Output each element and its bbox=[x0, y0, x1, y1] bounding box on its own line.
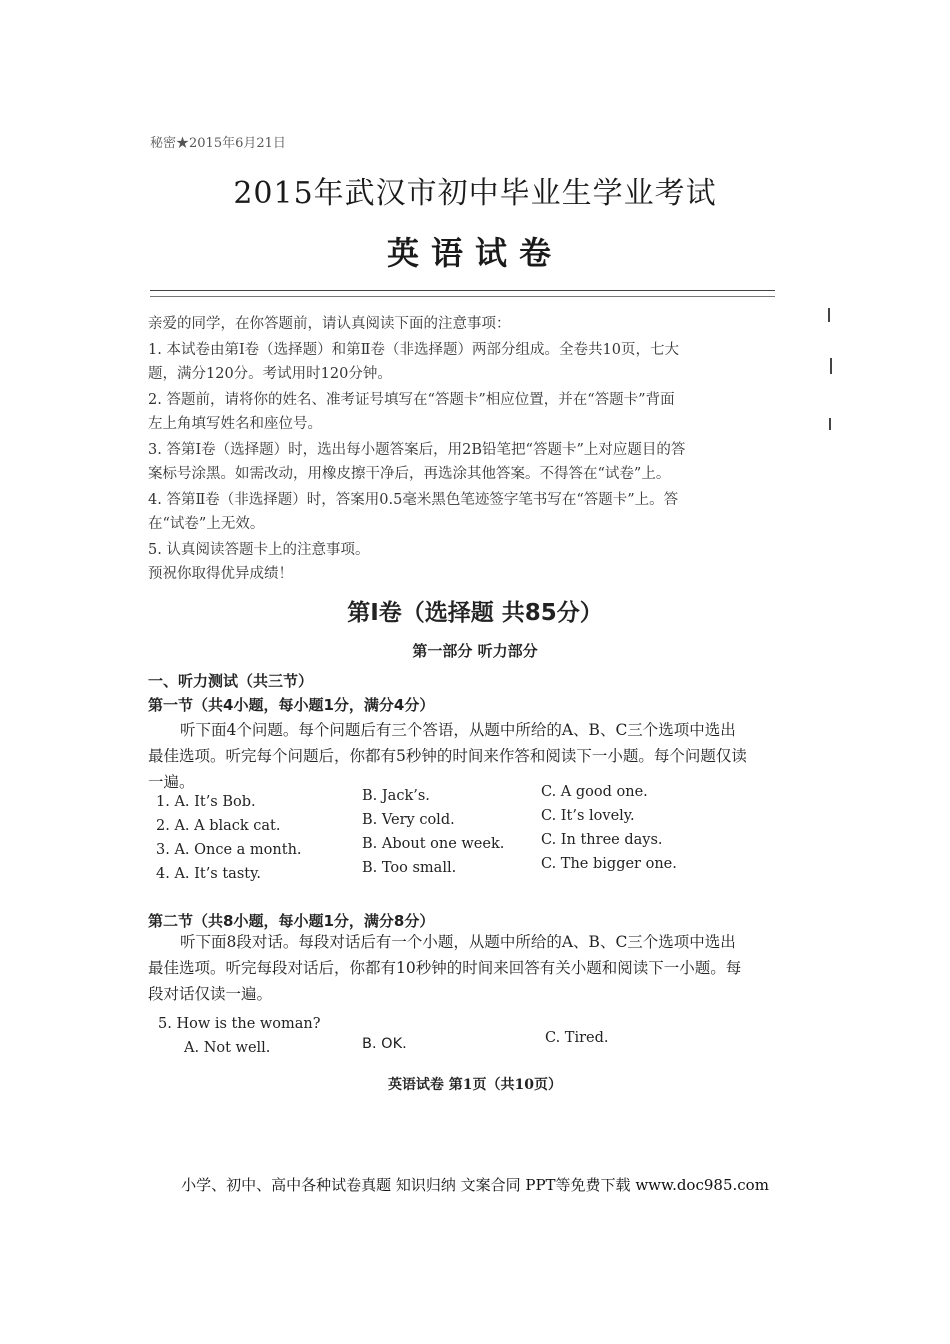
question-1-option-c: C. A good one. bbox=[541, 784, 648, 800]
volume-title: 第Ⅰ卷（选择题 共85分） bbox=[347, 600, 603, 626]
section2-instruction-line: 听下面8段对话。每段对话后有一个小题，从题中所给的A、B、C三个选项中选出 bbox=[180, 933, 736, 951]
notice-line: 预祝你取得优异成绩！ bbox=[148, 566, 293, 582]
notice-line: 题，满分120分。考试用时120分钟。 bbox=[148, 366, 392, 382]
section1-instruction-line: 一遍。 bbox=[148, 773, 195, 791]
part-title: 第一部分 听力部分 bbox=[412, 642, 538, 660]
notice-line: 5. 认真阅读答题卡上的注意事项。 bbox=[148, 542, 370, 558]
scan-mark bbox=[830, 358, 832, 374]
question-3-option-c: C. In three days. bbox=[541, 832, 663, 848]
section1-instruction-line: 最佳选项。听完每个问题后，你都有5秒钟的时间来作答和阅读下一小题。每个问题仅读 bbox=[148, 747, 747, 765]
question-5-option-b: B. OK. bbox=[362, 1036, 407, 1052]
exam-subtitle: 英语试卷 bbox=[386, 234, 563, 272]
download-advert[interactable]: 小学、初中、高中各种试卷真题 知识归纳 文案合同 PPT等免费下载 www.doc985.com bbox=[181, 1176, 769, 1194]
question-4-option-a: 4. A. It’s tasty. bbox=[156, 866, 261, 882]
notice-intro: 亲爱的同学，在你答题前，请认真阅读下面的注意事项： bbox=[148, 316, 511, 332]
notice-line: 案标号涂黑。如需改动，用橡皮擦干净后，再选涂其他答案。不得答在“试卷”上。 bbox=[148, 466, 671, 482]
notice-line: 左上角填写姓名和座位号。 bbox=[148, 416, 322, 432]
page-footer: 英语试卷 第1页（共10页） bbox=[387, 1077, 563, 1093]
section2-subheading: 第二节（共8小题，每小题1分，满分8分） bbox=[148, 912, 435, 930]
question-3-option-b: B. About one week. bbox=[362, 836, 505, 852]
question-4-option-c: C. The bigger one. bbox=[541, 856, 677, 872]
header-divider-secondary bbox=[150, 296, 775, 297]
exam-title: 2015年武汉市初中毕业生学业考试 bbox=[233, 176, 717, 211]
section-heading: 一、听力测试（共三节） bbox=[148, 672, 314, 690]
secret-date-line: 秘密★2015年6月21日 bbox=[150, 136, 286, 151]
scan-mark bbox=[829, 418, 831, 430]
notice-line: 2. 答题前，请将你的姓名、准考证号填写在“答题卡”相应位置，并在“答题卡”背面 bbox=[148, 392, 675, 408]
question-2-option-c: C. It’s lovely. bbox=[541, 808, 635, 824]
section1-instruction-line: 听下面4个问题。每个问题后有三个答语，从题中所给的A、B、C三个选项中选出 bbox=[180, 721, 736, 739]
question-5-stem: 5. How is the woman? bbox=[158, 1016, 321, 1032]
section2-instruction-line: 最佳选项。听完每段对话后，你都有10秒钟的时间来回答有关小题和阅读下一小题。每 bbox=[148, 959, 742, 977]
header-divider bbox=[150, 290, 775, 291]
question-5-option-a: A. Not well. bbox=[184, 1040, 271, 1056]
question-1-option-a: 1. A. It’s Bob. bbox=[156, 794, 256, 810]
question-3-option-a: 3. A. Once a month. bbox=[156, 842, 302, 858]
notice-line: 3. 答第Ⅰ卷（选择题）时，选出每小题答案后，用2B铅笔把“答题卡”上对应题目的答 bbox=[148, 442, 686, 458]
question-4-option-b: B. Too small. bbox=[362, 860, 457, 876]
section2-instruction-line: 段对话仅读一遍。 bbox=[148, 985, 273, 1003]
notice-line: 1. 本试卷由第Ⅰ卷（选择题）和第Ⅱ卷（非选择题）两部分组成。全卷共10页，七大 bbox=[148, 342, 679, 358]
notice-line: 4. 答第Ⅱ卷（非选择题）时，答案用0.5毫米黑色笔迹签字笔书写在“答题卡”上。答 bbox=[148, 492, 679, 508]
question-2-option-b: B. Very cold. bbox=[362, 812, 455, 828]
notice-line: 在“试卷”上无效。 bbox=[148, 516, 265, 532]
question-1-option-b: B. Jack’s. bbox=[362, 788, 430, 804]
question-2-option-a: 2. A. A black cat. bbox=[156, 818, 281, 834]
scan-mark bbox=[828, 308, 830, 322]
section1-subheading: 第一节（共4小题，每小题1分，满分4分） bbox=[148, 696, 435, 714]
question-5-option-c: C. Tired. bbox=[545, 1030, 609, 1046]
